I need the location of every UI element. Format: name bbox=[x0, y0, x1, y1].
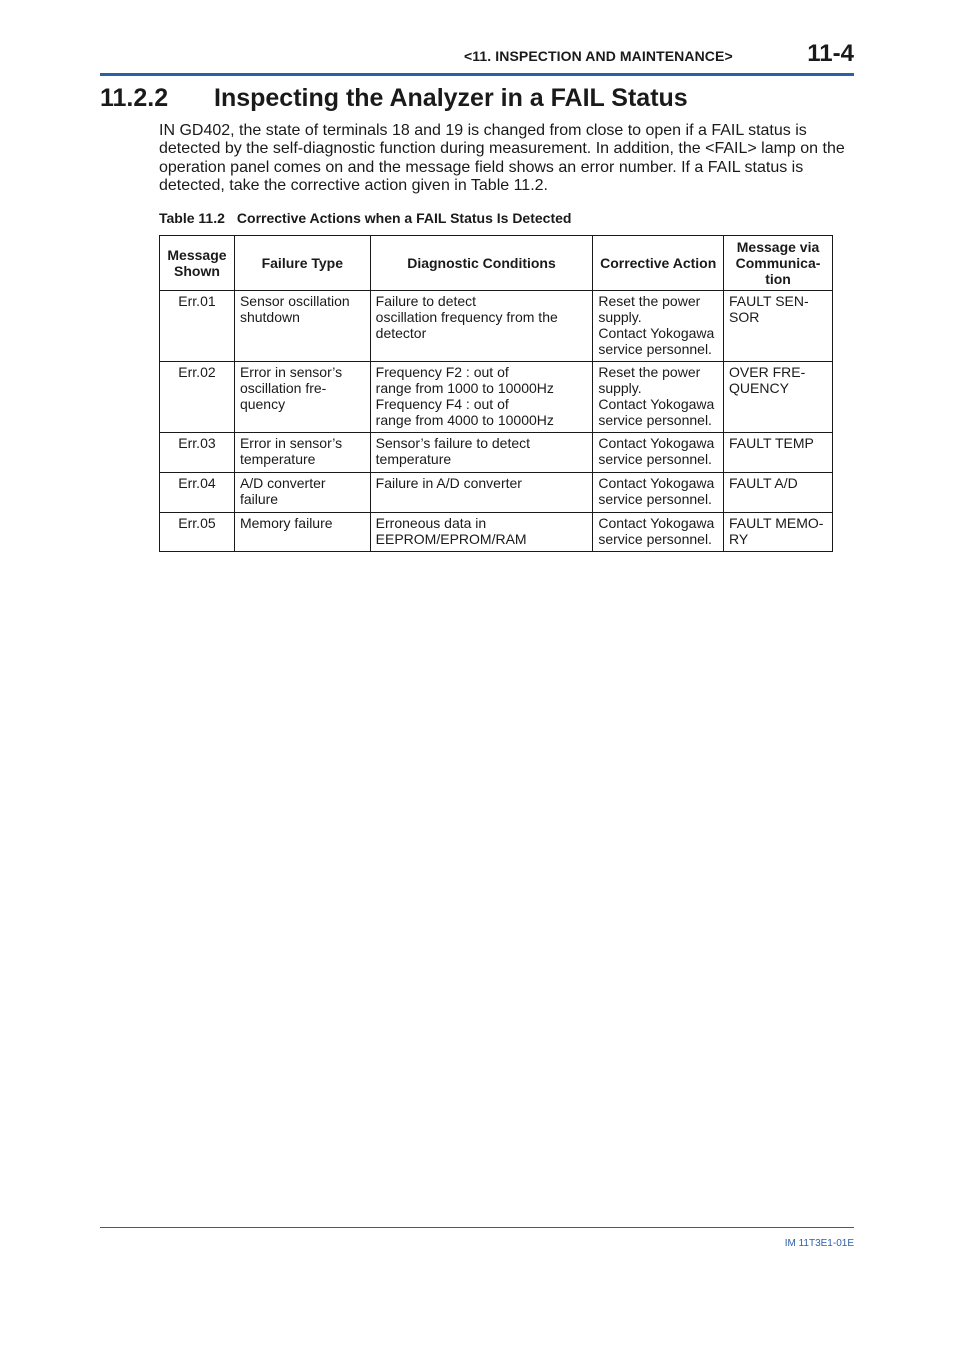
table-row bbox=[160, 473, 833, 513]
table-header-row bbox=[160, 236, 833, 291]
table-row bbox=[160, 433, 833, 473]
column-header-diagnostic-conditions: Diagnostic Conditions bbox=[370, 236, 593, 291]
cell-message-via-communication: FAULT TEMP bbox=[724, 433, 833, 473]
cell-diagnostic-conditions: Frequency F2 : out of range from 1000 to 10000Hz Frequency F4 : out of range from 4000 to 10000Hz bbox=[370, 362, 593, 433]
table-row bbox=[160, 513, 833, 552]
column-header-failure-type: Failure Type bbox=[234, 236, 370, 291]
header-rule bbox=[100, 73, 854, 76]
cell-message-shown: Err.02 bbox=[160, 362, 235, 433]
table-row bbox=[160, 362, 833, 433]
cell-failure-type: Error in sensor’s temperature bbox=[234, 433, 370, 473]
cell-corrective-action: Reset the power supply. Contact Yokogawa service personnel. bbox=[593, 362, 724, 433]
table-caption-title: Corrective Actions when a FAIL Status Is Detected bbox=[236, 210, 572, 226]
cell-diagnostic-conditions: Erroneous data in EEPROM/EPROM/RAM bbox=[370, 513, 593, 552]
cell-corrective-action: Contact Yokogawa service personnel. bbox=[593, 433, 724, 473]
cell-diagnostic-conditions: Failure to detect oscillation frequency from the detector bbox=[370, 291, 593, 362]
cell-diagnostic-conditions: Failure in A/D converter bbox=[370, 473, 593, 513]
cell-message-via-communication: FAULT A/D bbox=[724, 473, 833, 513]
chapter-header: <11. INSPECTION AND MAINTENANCE> bbox=[464, 48, 733, 64]
column-header-corrective-action: Corrective Action bbox=[593, 236, 724, 291]
cell-message-via-communication: FAULT MEMO- RY bbox=[724, 513, 833, 552]
section-title-text: Inspecting the Analyzer in a FAIL Status bbox=[214, 84, 688, 112]
cell-message-shown: Err.05 bbox=[160, 513, 235, 552]
section-number: 11.2.2 bbox=[100, 84, 169, 112]
cell-diagnostic-conditions: Sensor’s failure to detect temperature bbox=[370, 433, 593, 473]
cell-message-shown: Err.03 bbox=[160, 433, 235, 473]
table-row bbox=[160, 291, 833, 362]
cell-failure-type: Memory failure bbox=[234, 513, 370, 552]
intro-paragraph: IN GD402, the state of terminals 18 and 19 is changed from close to open if a FAIL status is detected by the self-diagnostic function during measurement. In addition, the <FAIL> lamp on the operation panel comes on and the message field shows an error number. If a FAIL status is detected, take the corrective action given in Table 11.2. bbox=[159, 122, 845, 194]
cell-message-shown: Err.01 bbox=[160, 291, 235, 362]
cell-failure-type: Error in sensor’s oscillation fre- quency bbox=[234, 362, 370, 433]
cell-message-shown: Err.04 bbox=[160, 473, 235, 513]
section-title bbox=[100, 84, 688, 113]
cell-message-via-communication: OVER FRE- QUENCY bbox=[724, 362, 833, 433]
corrective-actions-table bbox=[159, 235, 833, 552]
table-caption-label: Table 11.2 bbox=[159, 210, 225, 226]
cell-corrective-action: Contact Yokogawa service personnel. bbox=[593, 513, 724, 552]
page-number: 11-4 bbox=[807, 40, 854, 67]
cell-message-via-communication: FAULT SEN- SOR bbox=[724, 291, 833, 362]
cell-corrective-action: Contact Yokogawa service personnel. bbox=[593, 473, 724, 513]
footer-rule bbox=[100, 1227, 854, 1228]
document-id: IM 11T3E1-01E bbox=[784, 1238, 854, 1249]
column-header-message-shown: Message Shown bbox=[160, 236, 235, 291]
column-header-message-via-communication: Message via Communica-tion bbox=[724, 236, 833, 291]
cell-failure-type: Sensor oscillation shutdown bbox=[234, 291, 370, 362]
cell-failure-type: A/D converter failure bbox=[234, 473, 370, 513]
cell-corrective-action: Reset the power supply. Contact Yokogawa service personnel. bbox=[593, 291, 724, 362]
table-caption bbox=[159, 210, 571, 226]
